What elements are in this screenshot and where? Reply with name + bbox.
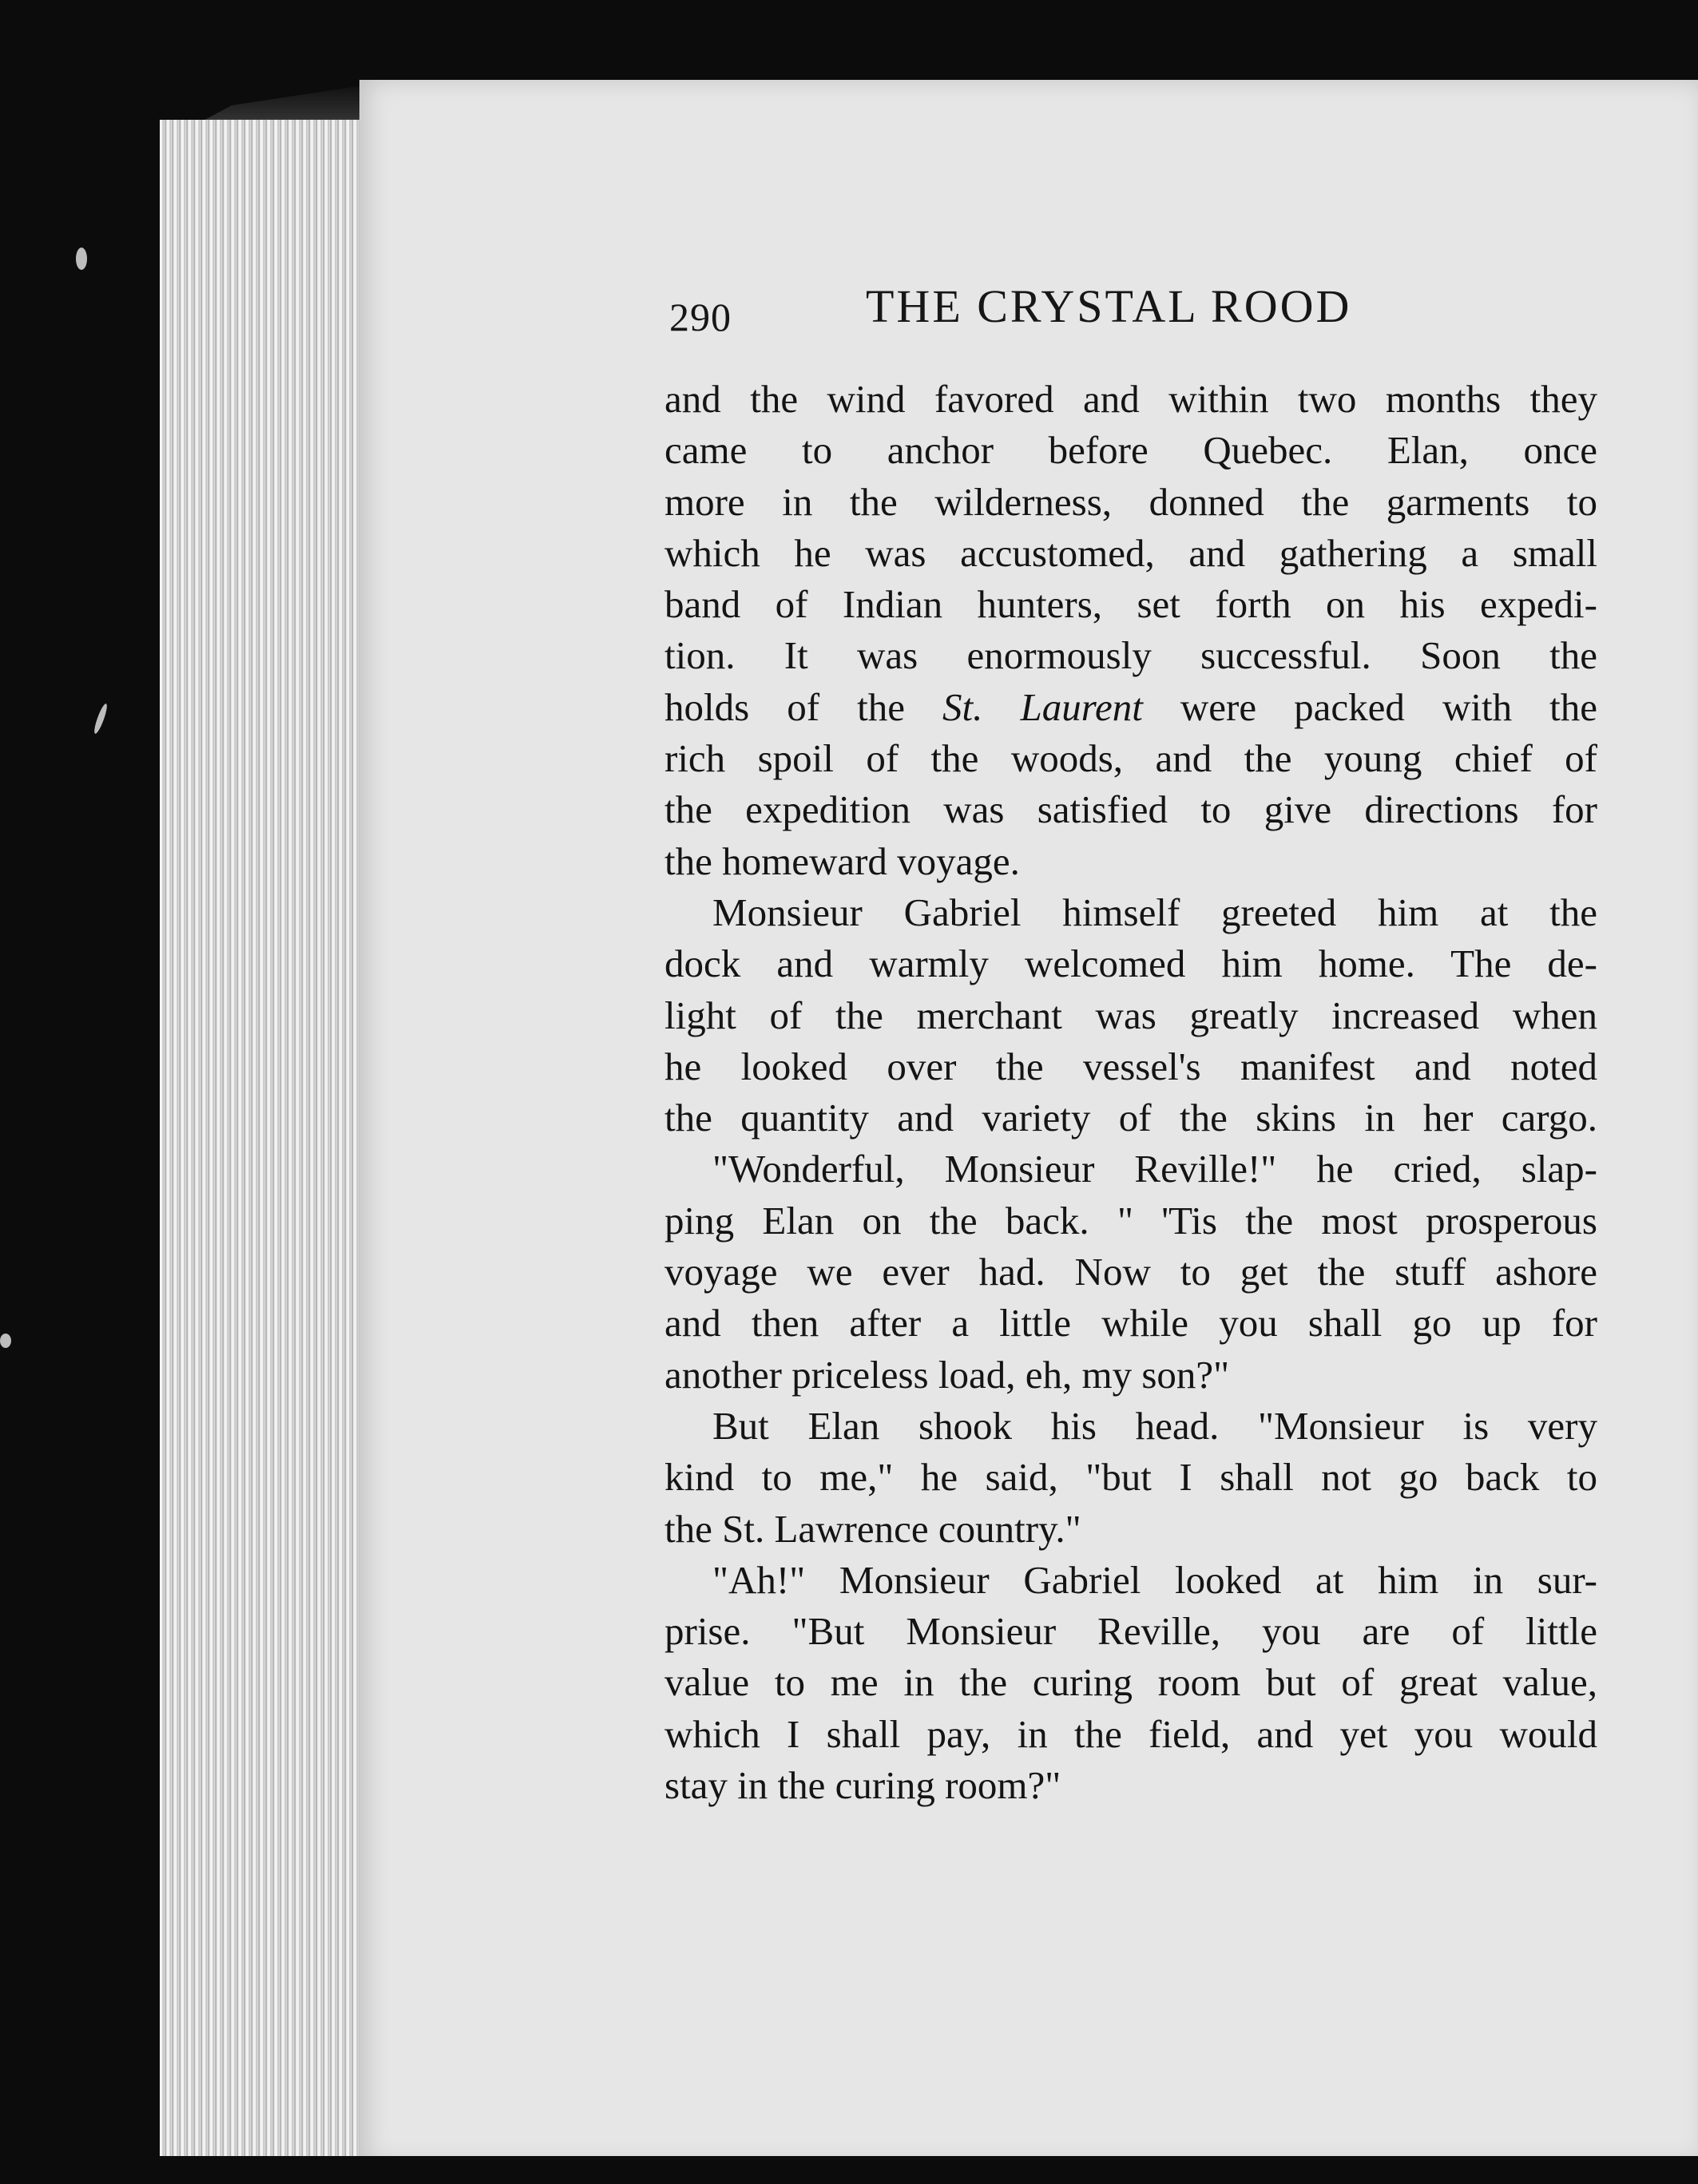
text-line: came to anchor before Quebec. Elan, once xyxy=(665,428,1597,473)
text-line: "Wonderful, Monsieur Reville!" he cried, slap- xyxy=(712,1147,1597,1191)
text-line: which he was accustomed, and gathering a small xyxy=(665,530,1597,575)
text-line: the expedition was satisfied to give directions for xyxy=(665,787,1597,832)
body-text xyxy=(665,374,1597,1811)
text-line: voyage we ever had. Now to get the stuff ashore xyxy=(665,1250,1597,1294)
page-number: 290 xyxy=(669,295,732,339)
text-run: were packed with the xyxy=(1142,684,1597,729)
text-run: holds of the xyxy=(665,684,943,729)
ship-name: St. Laurent xyxy=(942,684,1143,729)
text-line: "Ah!" Monsieur Gabriel looked at him in sur- xyxy=(712,1557,1597,1602)
text-line: value to me in the curing room but of great value, xyxy=(665,1660,1597,1705)
text-line: another priceless load, eh, my son?" xyxy=(665,1352,1230,1397)
book-page-edges xyxy=(160,120,367,2164)
book-bottom-shadow xyxy=(160,2156,1698,2184)
text-line: he looked over the vessel's manifest and noted xyxy=(665,1044,1597,1088)
text-line: and then after a little while you shall go up for xyxy=(665,1301,1597,1346)
text-line: dock and warmly welcomed him home. The de- xyxy=(665,941,1597,986)
dust-speck xyxy=(92,703,109,735)
text-line: which I shall pay, in the field, and yet you would xyxy=(665,1711,1597,1756)
text-line: ping Elan on the back. " 'Tis the most prosperous xyxy=(665,1198,1597,1243)
text-line: and the wind favored and within two months they xyxy=(665,377,1597,421)
text-line: band of Indian hunters, set forth on his expedi- xyxy=(665,582,1597,627)
text-line xyxy=(665,682,1597,733)
text-line: prise. "But Monsieur Reville, you are of little xyxy=(665,1609,1597,1654)
text-line: Monsieur Gabriel himself greeted him at the xyxy=(712,890,1597,934)
dust-speck xyxy=(0,1334,11,1348)
text-line: the St. Lawrence country." xyxy=(665,1506,1081,1551)
text-line: more in the wilderness, donned the garments to xyxy=(665,479,1597,524)
text-line: tion. It was enormously successful. Soon the xyxy=(665,633,1597,678)
text-line: light of the merchant was greatly increased when xyxy=(665,993,1597,1037)
text-line: the homeward voyage. xyxy=(665,838,1020,883)
running-head xyxy=(669,279,1602,343)
text-line: But Elan shook his head. "Monsieur is very xyxy=(712,1403,1597,1448)
dust-speck xyxy=(76,248,87,270)
text-line: the quantity and variety of the skins in her cargo. xyxy=(665,1096,1597,1140)
text-line: kind to me," he said, "but I shall not go back to xyxy=(665,1455,1597,1500)
book-title: THE CRYSTAL ROOD xyxy=(866,280,1352,332)
text-line: stay in the curing room?" xyxy=(665,1763,1061,1808)
text-line: rich spoil of the woods, and the young chief of xyxy=(665,736,1597,781)
